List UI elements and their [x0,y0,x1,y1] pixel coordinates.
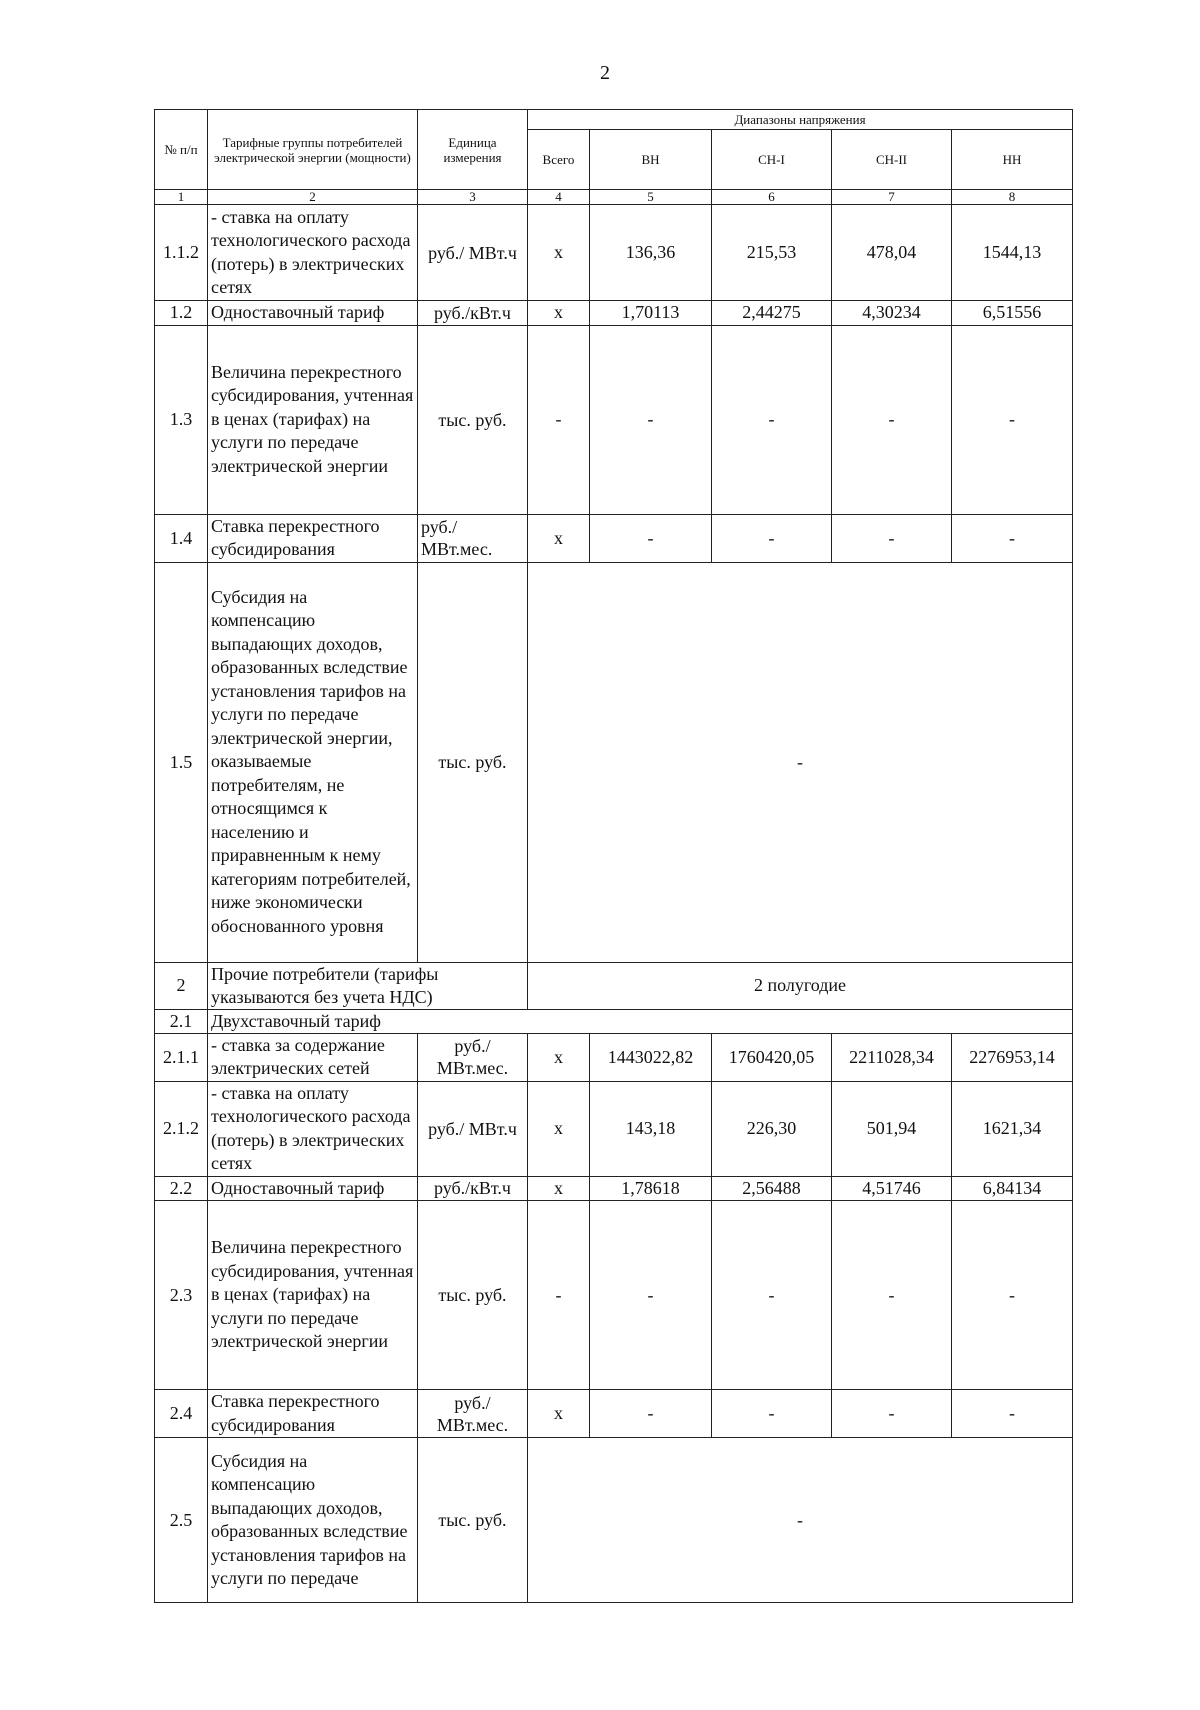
row-name: - ставка за содержание электрических сетей [208,1033,418,1081]
header-unit: Единица измерения [418,110,528,190]
cell-total: х [528,1390,590,1438]
header-sn1: СН-I [712,130,832,190]
merged-value-cell: - [528,1438,1073,1603]
header-vn: ВН [590,130,712,190]
col-number: 2 [208,190,418,205]
row-name: Одноставочный тариф [208,1176,418,1201]
cell-sn1: 2,44275 [712,301,832,326]
cell-nn: 6,84134 [952,1176,1073,1201]
row-name: - ставка на оплату технологического расхода (потерь) в электрических сетях [208,1081,418,1176]
table-row [155,1438,1073,1603]
cell-sn1: - [712,325,832,514]
cell-vn: 136,36 [590,205,712,301]
row-number: 1.2 [155,301,208,326]
row-name: Ставка перекрестного субсидирования [208,514,418,562]
cell-vn: 1443022,82 [590,1033,712,1081]
col-number: 5 [590,190,712,205]
row-unit: тыс. руб. [418,1201,528,1390]
cell-total: х [528,205,590,301]
header-ranges: Диапазоны напряжения [528,110,1073,130]
cell-sn1: 226,30 [712,1081,832,1176]
row-unit: тыс. руб. [418,562,528,962]
section-title: Прочие потребители (тарифы указываются без учета НДС) [208,962,528,1009]
tariff-table [154,109,1073,1603]
row-name: Одноставочный тариф [208,301,418,326]
row-unit: руб./ МВт.мес. [418,1390,528,1438]
cell-nn: 6,51556 [952,301,1073,326]
cell-nn: - [952,325,1073,514]
cell-total: - [528,325,590,514]
col-number: 4 [528,190,590,205]
row-number: 2.1 [155,1009,208,1033]
table-row [155,1081,1073,1176]
row-unit: руб./ МВт.ч [418,1081,528,1176]
cell-vn: - [590,325,712,514]
header-row-1 [155,110,1073,130]
col-number: 7 [832,190,952,205]
cell-total: х [528,1081,590,1176]
cell-total: - [528,1201,590,1390]
cell-sn2: - [832,514,952,562]
row-unit: тыс. руб. [418,1438,528,1603]
table-row [155,1176,1073,1201]
cell-total: х [528,1033,590,1081]
cell-total: х [528,514,590,562]
cell-sn1: 215,53 [712,205,832,301]
cell-vn: 143,18 [590,1081,712,1176]
row-number: 2 [155,962,208,1009]
col-number: 3 [418,190,528,205]
column-number-row [155,190,1073,205]
cell-nn: - [952,514,1073,562]
period-label: 2 полугодие [528,962,1073,1009]
table-row [155,205,1073,301]
row-name: Ставка перекрестного субсидирования [208,1390,418,1438]
cell-sn1: - [712,1390,832,1438]
merged-value-cell: - [528,562,1073,962]
row-name: Субсидия на компенсацию выпадающих доходов, образованных вследствие установления тарифов на услуги по передаче [208,1438,418,1603]
row-number: 1.3 [155,325,208,514]
cell-sn2: - [832,1390,952,1438]
cell-vn: 1,78618 [590,1176,712,1201]
row-number: 1.1.2 [155,205,208,301]
cell-nn: - [952,1201,1073,1390]
section-row [155,1009,1073,1033]
table-row [155,562,1073,962]
cell-nn: 1544,13 [952,205,1073,301]
header-sn2: СН-II [832,130,952,190]
cell-nn: 2276953,14 [952,1033,1073,1081]
cell-nn: - [952,1390,1073,1438]
row-name: Величина перекрестного субсидирования, учтенная в ценах (тарифах) на услуги по передаче электрической энергии [208,325,418,514]
row-number: 2.5 [155,1438,208,1603]
row-number: 1.4 [155,514,208,562]
table-row [155,514,1073,562]
cell-vn: - [590,514,712,562]
cell-sn2: 501,94 [832,1081,952,1176]
cell-sn2: 478,04 [832,205,952,301]
section-row [155,962,1073,1009]
cell-sn2: - [832,1201,952,1390]
col-number: 8 [952,190,1073,205]
cell-sn1: 1760420,05 [712,1033,832,1081]
table-row [155,325,1073,514]
cell-total: х [528,1176,590,1201]
col-number: 1 [155,190,208,205]
row-number: 2.2 [155,1176,208,1201]
cell-sn1: 2,56488 [712,1176,832,1201]
cell-sn1: - [712,1201,832,1390]
table-row [155,1033,1073,1081]
cell-vn: 1,70113 [590,301,712,326]
row-unit: тыс. руб. [418,325,528,514]
cell-sn2: 4,30234 [832,301,952,326]
row-number: 2.4 [155,1390,208,1438]
row-unit: руб./кВт.ч [418,301,528,326]
row-name: Величина перекрестного субсидирования, учтенная в ценах (тарифах) на услуги по передаче электрической энергии [208,1201,418,1390]
cell-sn2: 4,51746 [832,1176,952,1201]
cell-nn: 1621,34 [952,1081,1073,1176]
header-no: № п/п [155,110,208,190]
header-nn: НН [952,130,1073,190]
cell-vn: - [590,1201,712,1390]
row-unit: руб./ МВт.мес. [418,514,528,562]
row-number: 2.1.1 [155,1033,208,1081]
row-unit: руб./кВт.ч [418,1176,528,1201]
col-number: 6 [712,190,832,205]
row-name: - ставка на оплату технологического расхода (потерь) в электрических сетях [208,205,418,301]
table-row [155,301,1073,326]
header-group: Тарифные группы потребителей электрической энергии (мощности) [208,110,418,190]
table-row [155,1201,1073,1390]
row-number: 1.5 [155,562,208,962]
cell-sn2: - [832,325,952,514]
page-number: 2 [600,62,610,84]
cell-vn: - [590,1390,712,1438]
cell-sn2: 2211028,34 [832,1033,952,1081]
row-unit: руб./ МВт.ч [418,205,528,301]
cell-sn1: - [712,514,832,562]
table-row [155,1390,1073,1438]
header-total: Всего [528,130,590,190]
section-title: Двухставочный тариф [208,1009,1073,1033]
row-unit: руб./ МВт.мес. [418,1033,528,1081]
row-number: 2.1.2 [155,1081,208,1176]
cell-total: х [528,301,590,326]
row-number: 2.3 [155,1201,208,1390]
row-name: Субсидия на компенсацию выпадающих доходов, образованных вследствие установления тарифов на услуги по передаче электрической энергии, оказываемые потребителям, не относящимся к населению и приравненным к нему категориям потребителей, ниже экономически обоснованного уровня [208,562,418,962]
